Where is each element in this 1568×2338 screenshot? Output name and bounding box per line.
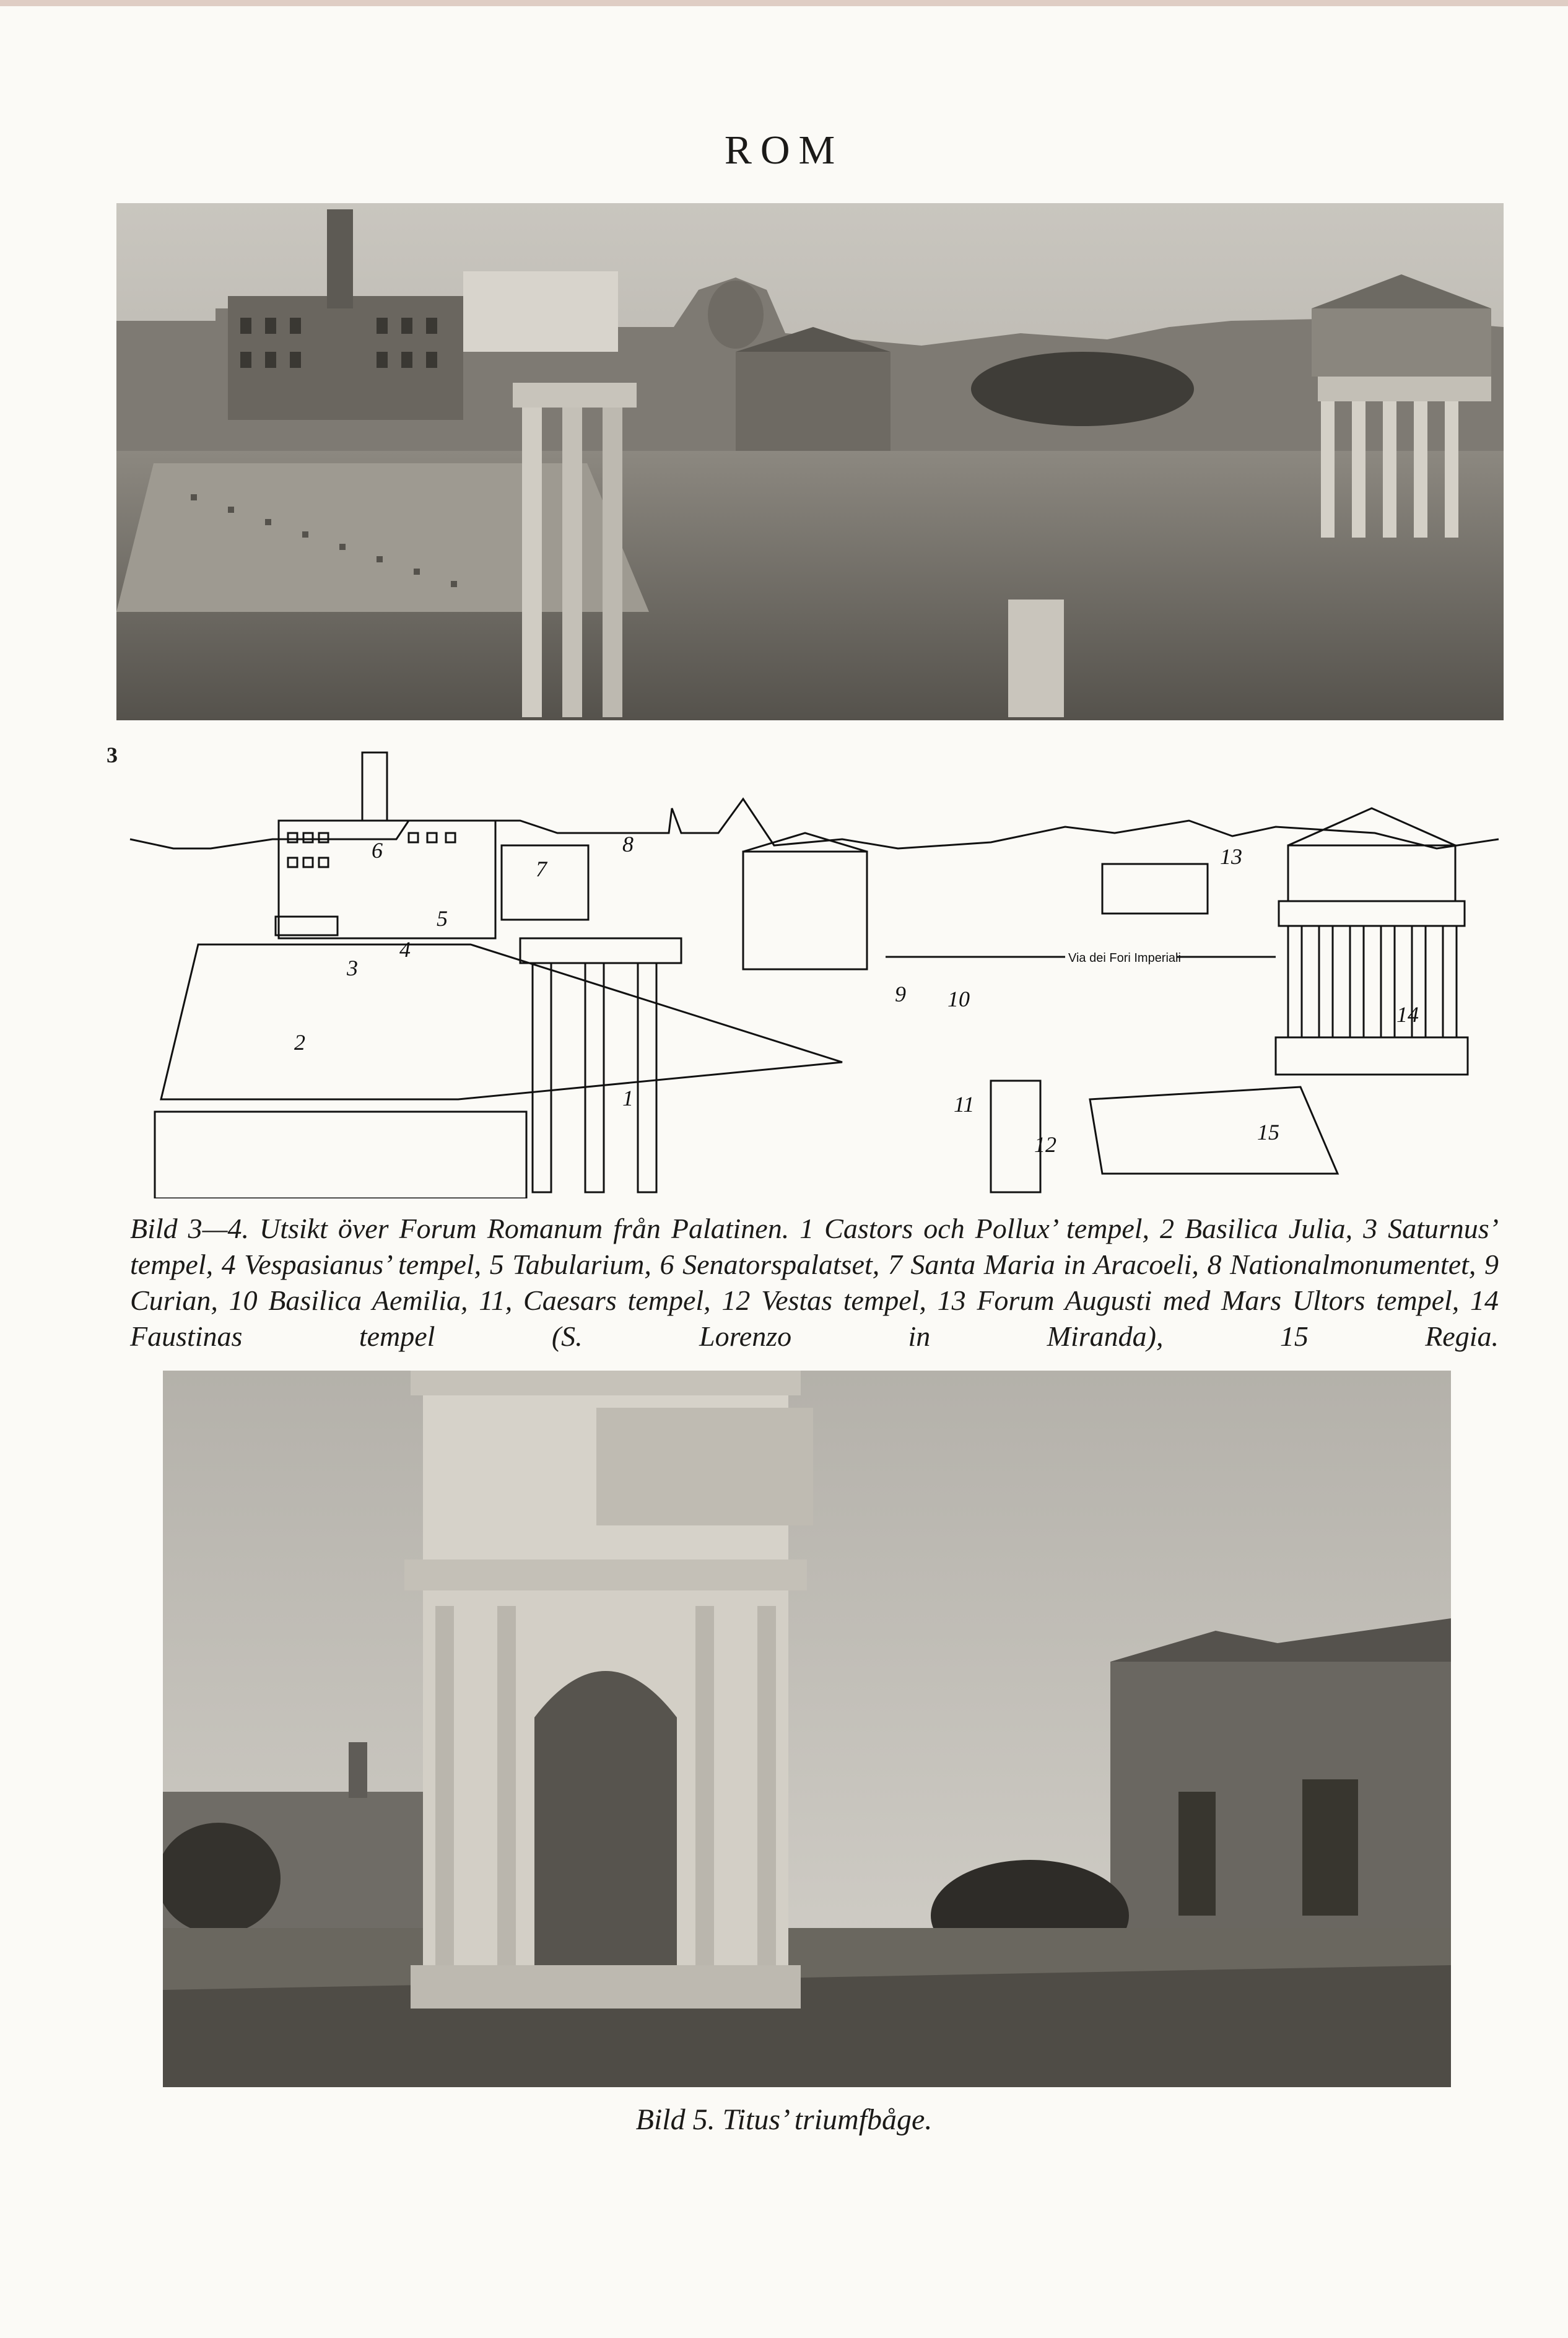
forum-photo-illustration xyxy=(116,203,1504,720)
diagram-label-13: 13 xyxy=(1220,844,1242,869)
forum-key-diagram xyxy=(124,740,1505,1198)
arch-of-titus-photo xyxy=(163,1371,1451,2087)
page-title: ROM xyxy=(724,128,844,173)
diagram-label-6: 6 xyxy=(372,838,383,863)
diagram-label-8: 8 xyxy=(622,832,634,857)
street-label: Via dei Fori Imperiali xyxy=(1068,951,1181,965)
forum-romanum-photo xyxy=(116,203,1504,720)
diagram-label-15: 15 xyxy=(1257,1120,1279,1145)
diagram-label-11: 11 xyxy=(954,1092,975,1117)
diagram-label-4: 4 xyxy=(399,937,411,962)
diagram-label-9: 9 xyxy=(895,982,906,1006)
diagram-label-12: 12 xyxy=(1034,1132,1056,1157)
diagram-label-10: 10 xyxy=(947,987,970,1011)
diagram-drawing xyxy=(124,740,1505,1198)
figure-number: 3 xyxy=(107,743,118,767)
diagram-label-2: 2 xyxy=(294,1030,305,1055)
diagram-label-7: 7 xyxy=(536,857,547,881)
diagram-label-5: 5 xyxy=(437,906,448,931)
diagram-label-14: 14 xyxy=(1396,1002,1419,1027)
diagram-label-3: 3 xyxy=(347,956,358,980)
diagram-label-1: 1 xyxy=(622,1086,634,1110)
arch-photo-illustration xyxy=(163,1371,1451,2087)
figure-5-caption: Bild 5. Titus’ triumfbåge. xyxy=(635,2103,933,2136)
top-edge-band xyxy=(0,0,1568,6)
figure-3-4-caption: Bild 3—4. Utsikt över Forum Romanum från Palatinen. 1 Castors och Pollux’ tempel, 2 Basilica Julia, 3 Saturnus’ tempel, 4 Vespasianus’ tempel, 5 Tabularium, 6 Senatorspalatset, 7 Santa Maria in Aracoeli, 8 Nationalmonumentet, 9 Curian, 10 Basilica Aemilia, 11, Caesars tempel, 12 Vestas tempel, 13 Forum Augusti med Mars Ultors tempel, 14 Faustinas tempel (S. Lorenzo in Miranda), 15 Regia. xyxy=(130,1213,1499,1352)
